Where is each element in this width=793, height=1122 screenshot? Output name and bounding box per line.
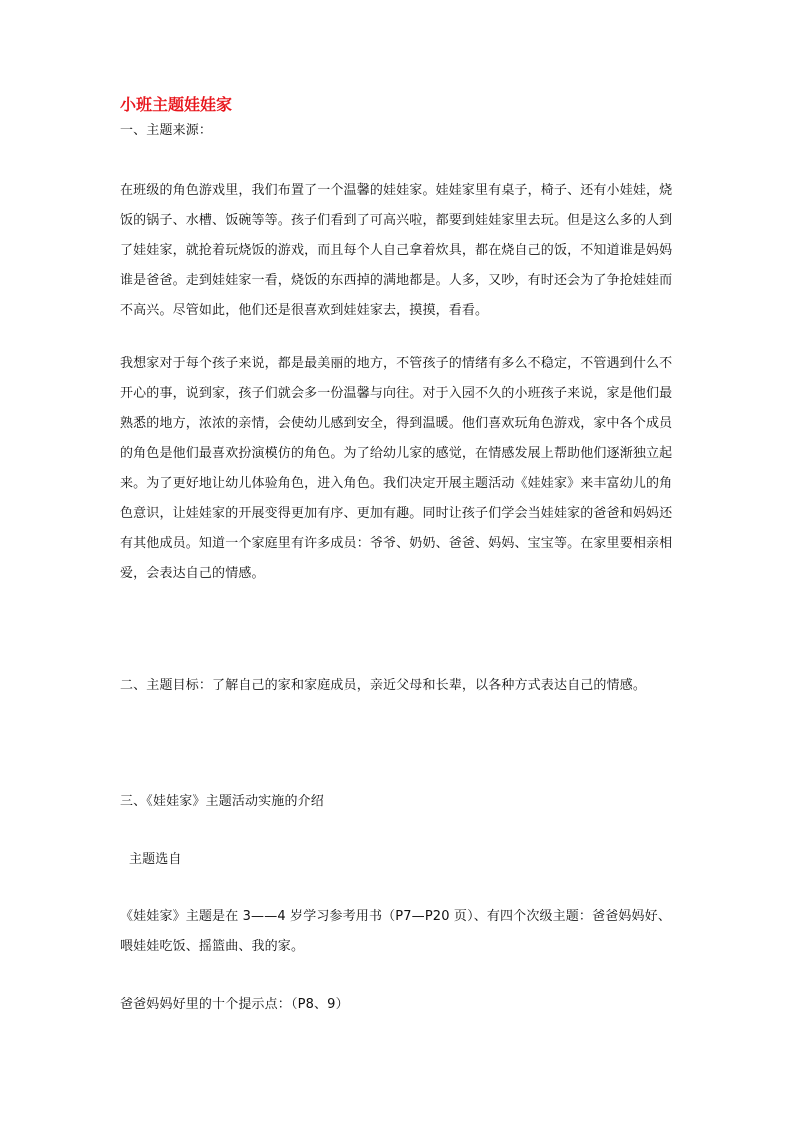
paragraph-line: 了娃娃家，就抢着玩烧饭的游戏，而且每个人自己拿着炊具，都在烧自己的饭，不知道谁是妈妈 bbox=[120, 243, 673, 258]
paragraph-line: 《娃娃家》主题是在 3——4 岁学习参考用书（P7—P20 页）、有四个次级主题：爸爸妈妈好、 bbox=[120, 909, 671, 924]
paragraph-line: 熟悉的地方，浓浓的亲情，会使幼儿感到安全，得到温暖。他们喜欢玩角色游戏，家中各个成员 bbox=[120, 416, 673, 431]
paragraph-hint-points: 爸爸妈妈好里的十个提示点：（P8、9） bbox=[120, 997, 349, 1012]
paragraph-line: 开心的事，说到家，孩子们就会多一份温馨与向往。对于入园不久的小班孩子来说，家是他们最 bbox=[120, 386, 673, 401]
paragraph-line: 我想家对于每个孩子来说，都是最美丽的地方，不管孩子的情绪有多么不稳定，不管遇到什么不 bbox=[120, 356, 673, 371]
paragraph-line: 爱，会表达自己的情感。 bbox=[120, 566, 265, 581]
paragraph-line: 在班级的角色游戏里，我们布置了一个温馨的娃娃家。娃娃家里有桌子，椅子、还有小娃娃，烧 bbox=[120, 183, 673, 198]
section3-heading: 三、《娃娃家》主题活动实施的介绍 bbox=[120, 794, 324, 809]
paragraph-line: 来。为了更好地让幼儿体验角色，进入角色。我们决定开展主题活动《娃娃家》来丰富幼儿的角 bbox=[120, 476, 673, 491]
paragraph-line: 饭的锅子、水槽、饭碗等等。孩子们看到了可高兴啦，都要到娃娃家里去玩。但是这么多的人到 bbox=[120, 213, 673, 228]
paragraph-theme-source bbox=[120, 182, 680, 332]
paragraph-line: 谁是爸爸。走到娃娃家一看，烧饭的东西掉的满地都是。人多，又吵，有时还会为了争抢娃娃而 bbox=[120, 273, 673, 288]
paragraph-line: 不高兴。尽管如此，他们还是很喜欢到娃娃家去，摸摸，看看。 bbox=[120, 303, 489, 318]
paragraph-theme-intro bbox=[120, 908, 680, 968]
section1-heading: 一、主题来源： bbox=[120, 123, 213, 138]
section2-goal: 二、主题目标：了解自己的家和家庭成员，亲近父母和长辈，以各种方式表达自己的情感。 bbox=[120, 678, 647, 693]
paragraph-line: 喂娃娃吃饭、摇篮曲、我的家。 bbox=[120, 939, 305, 954]
paragraph-home-meaning bbox=[120, 355, 680, 595]
paragraph-line: 色意识，让娃娃家的开展变得更加有序、更加有趣。同时让孩子们学会当娃娃家的爸爸和妈妈还 bbox=[120, 506, 673, 521]
paragraph-line: 的角色是他们最喜欢扮演模仿的角色。为了给幼儿家的感觉，在情感发展上帮助他们逐渐独立起 bbox=[120, 446, 673, 461]
paragraph-line: 有其他成员。知道一个家庭里有许多成员：爷爷、奶奶、爸爸、妈妈、宝宝等。在家里要相亲相 bbox=[120, 536, 673, 551]
subheading-theme-source: 主题选自 bbox=[129, 852, 182, 867]
document-title: 小班主题娃娃家 bbox=[120, 95, 233, 114]
